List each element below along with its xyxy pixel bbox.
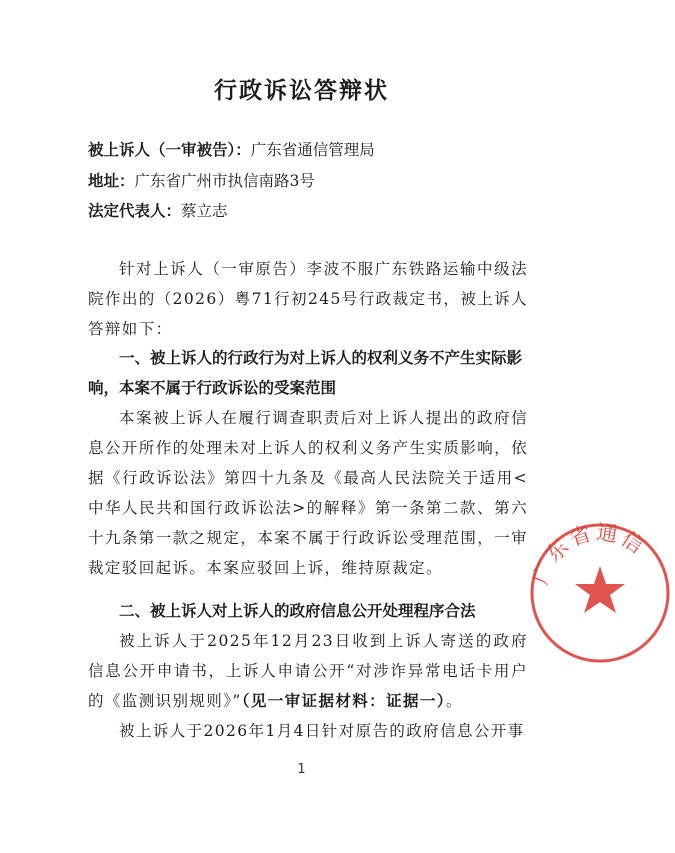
svg-text:广东省通信 xyxy=(528,520,650,588)
respondent-value: 广东省通信管理局 xyxy=(250,141,375,159)
seal-text: 广东省通信 xyxy=(528,520,651,588)
evidence-reference: （见一审证据材料：证据一） xyxy=(241,692,446,710)
representative-label: 法定代表人： xyxy=(88,202,182,220)
page-number: 1 xyxy=(297,762,306,777)
address-line xyxy=(88,169,315,191)
respondent-label: 被上诉人（一审被告）： xyxy=(88,141,251,159)
section-2-paragraph xyxy=(88,626,528,716)
document-title: 行政诉讼答辩状 xyxy=(214,77,389,104)
respondent-line xyxy=(88,138,375,160)
intro-paragraph: 针对上诉人（一审原告）李波不服广东铁路运输中级法院作出的（2026）粤71行初245号行政裁定书，被上诉人答辩如下： xyxy=(88,260,528,338)
section-2-heading: 二、被上诉人对上诉人的政府信息公开处理程序合法 xyxy=(119,602,476,620)
representative-value: 蔡立志 xyxy=(181,202,228,220)
section-1-heading: 一、被上诉人的行政行为对上诉人的权利义务不产生实际影响，本案不属于行政诉讼的受案范围 xyxy=(88,349,523,397)
seal-star-icon xyxy=(575,566,625,613)
official-seal xyxy=(525,518,651,668)
address-label: 地址： xyxy=(88,172,135,190)
representative-line xyxy=(88,199,228,221)
section-2-text: 被上诉人于2025年12月23日收到上诉人寄送的政府信息公开申请书，上诉人申请公开“对涉诈异常电话卡用户的《监测识别规则》” xyxy=(88,632,528,710)
section-2-paragraph-2: 被上诉人于2026年1月4日针对原告的政府信息公开事 xyxy=(119,722,525,740)
address-value: 广东省广州市执信南路3号 xyxy=(134,172,315,190)
section-2-period: 。 xyxy=(445,692,463,710)
section-1-paragraph: 本案被上诉人在履行调查职责后对上诉人提出的政府信息公开所作的处理未对上诉人的权利义务产生实质影响，依据《行政诉讼法》第四十九条及《最高人民法院关于适用<中华人民共和国行政诉讼法>的解释》第一条第二款、第六十九条第一款之规定，本案不属于行政诉讼受理范围，一审裁定驳回起诉。本案应驳回上诉，维持原裁定。 xyxy=(88,409,528,577)
